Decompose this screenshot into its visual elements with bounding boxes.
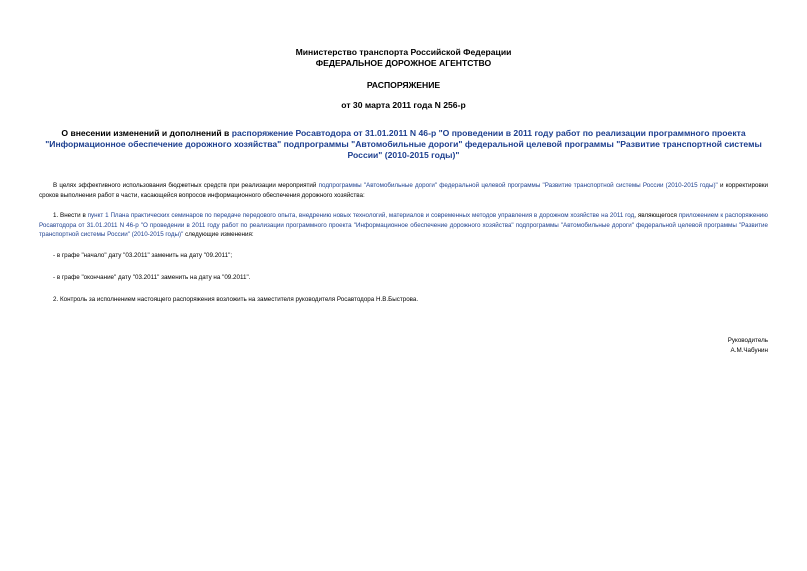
p1-after: и корректировки сроков выполнения работ в части, касающейся вопросов информационного обеспечения дорожного хозяйства: (39, 182, 768, 199)
p4-text: - в графе "окончание" дату "03.2011" заменить на дату на "09.2011". (53, 274, 251, 281)
agency-name: ФЕДЕРАЛЬНОЕ ДОРОЖНОЕ АГЕНТСТВО (315, 58, 492, 68)
p2-plan-link[interactable]: Плана практических семинаров по передаче передового опыта, внедрению новых технологий, материалов и современных методов управления в дорожном хозяйстве на 2011 год (110, 212, 635, 219)
document-date: от 30 марта 2011 года N 256-р (341, 100, 466, 110)
paragraph-change-end (39, 273, 768, 283)
document-subject (44, 128, 763, 161)
p1-before: В целях эффективного использования бюджетных средств при реализации мероприятий (53, 182, 319, 189)
ministry-name: Министерство транспорта Российской Федерации (295, 47, 512, 57)
p1-subprogram-link[interactable]: подпрограммы "Автомобильные дороги" федеральной целевой программы "Развитие транспортной системы России (2010-2015 годы)" (318, 182, 718, 189)
paragraph-preamble (39, 181, 768, 200)
signature-block (728, 336, 768, 356)
signature-name: А.М.Чабунин (730, 347, 768, 354)
p2-point-link[interactable]: пункт 1 (87, 212, 109, 219)
p2-mid2: , являющегося (634, 212, 679, 219)
paragraph-change-start (39, 251, 768, 261)
paragraph-item-1 (39, 211, 768, 240)
p3-text: - в графе "начало" дату "03.2011" заменить на дату "09.2011"; (53, 252, 233, 259)
subject-link[interactable]: распоряжение Росавтодора от 31.01.2011 N 46-р "О проведении в 2011 году работ по реализации программного проекта "Информационное обеспечение дорожного хозяйства" подпрограммы "Автомобильные дороги" федеральной целевой программы "Развитие транспортной системы России" (2010-2015 годы)" (45, 128, 762, 160)
document-header (40, 47, 767, 69)
signature-position: Руководитель (727, 337, 768, 344)
p5-text: 2. Контроль за исполнением настоящего распоряжения возложить на заместителя руководителя Росавтодора Н.В.Быстрова. (53, 296, 419, 303)
paragraph-item-2 (39, 295, 768, 305)
document-type: РАСПОРЯЖЕНИЕ (366, 80, 441, 90)
p2-after: следующие изменения: (183, 231, 254, 239)
p2-before: 1. Внести в (53, 212, 88, 219)
subject-prefix: О внесении изменений и дополнений в (61, 128, 232, 138)
p2-appendix-link[interactable]: приложением к распоряжению Росавтодора от 31.01.2011 N 46-р "О проведении в 2011 году работ по реализации программного проекта "Информационное обеспечение дорожного хозяйства" подпрограммы "Автомобильные дороги" федеральной целевой программы "Развитие транспортной системы России" (2010-2015 годы)" (39, 212, 768, 239)
